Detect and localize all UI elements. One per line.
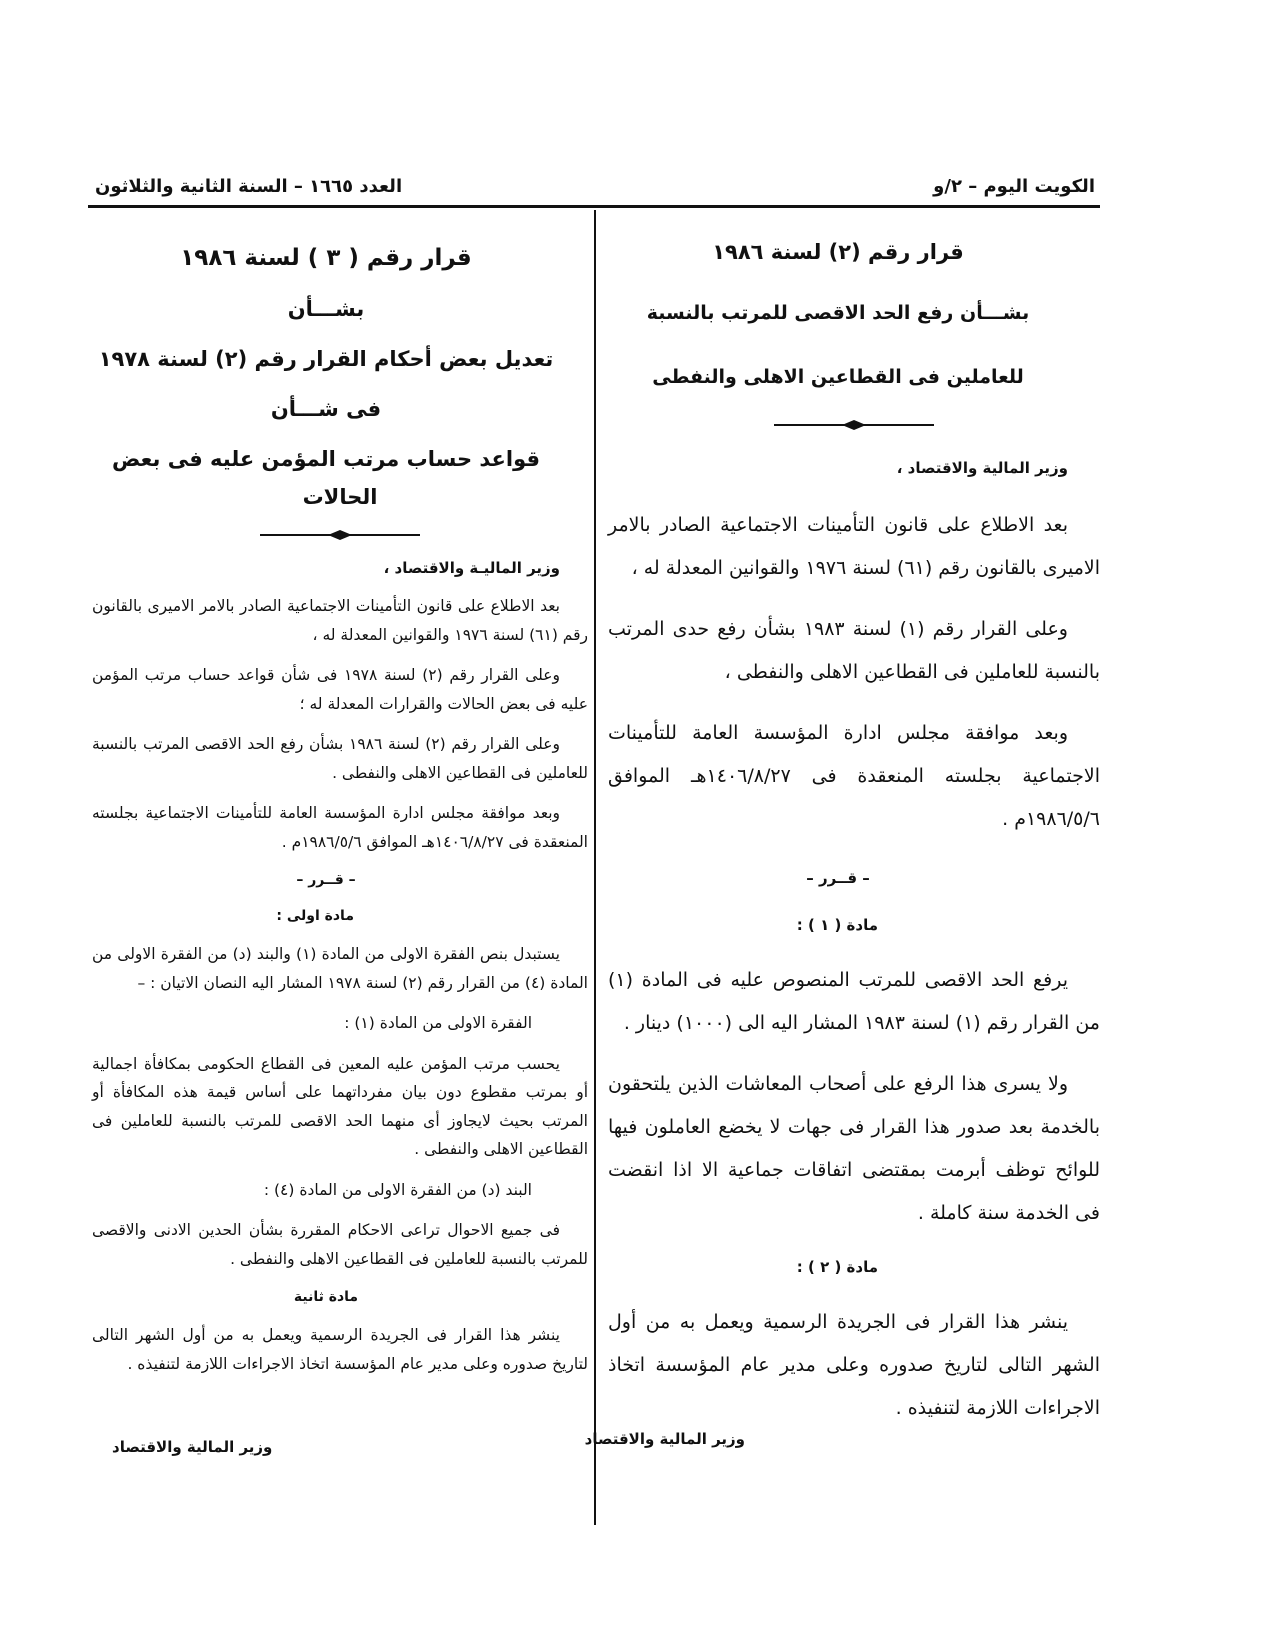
decides-heading: – قــرر – [296, 872, 356, 888]
article-paragraph: ولا يسرى هذا الرفع على أصحاب المعاشات الذين يلتحقون بالخدمة بعد صدور هذا القرار فى جهات لا يخضع العاملون فيها للوائح توظف أبرمت بمقتضى اتفاقات جماعية الا اذا انقضت فى الخدمة سنة كاملة . [608, 1073, 1100, 1224]
decision-3-regarding: فى شـــأن [270, 397, 382, 421]
ornament-divider-icon [92, 528, 588, 542]
preamble-paragraph: وعلى القرار رقم (٢) لسنة ١٩٨٦ بشأن رفع الحد الاقصى المرتب بالنسبة للعاملين فى القطاعين الاهلى والنفطى . [92, 735, 588, 782]
minister-signature: وزير المالية والاقتصاد [112, 1438, 273, 1456]
preamble-paragraph: وبعد موافقة مجلس ادارة المؤسسة العامة للتأمينات الاجتماعية بجلسته المنعقدة فى ١٤٠٦/٨/٢٧هـ الموافق ١٩٨٦/٥/٦م . [608, 722, 1100, 830]
gazette-header-issue: العدد ١٦٦٥ – السنة الثانية والثلاثون [95, 176, 403, 197]
article-paragraph: يستبدل بنص الفقرة الاولى من المادة (١) والبند (د) من الفقرة الاولى من المادة (٤) من القرار رقم (٢) لسنة ١٩٧٨ المشار اليه النصان الاتيان : – [92, 945, 588, 992]
preamble-paragraph: وبعد موافقة مجلس ادارة المؤسسة العامة للتأمينات الاجتماعية بجلسته المنعقدة فى ١٤٠٦/٨/٢٧هـ الموافق ١٩٨٦/٥/٦م . [92, 804, 588, 851]
article-2-heading: مادة ثانية [293, 1289, 359, 1305]
gazette-header-title: الكويت اليوم – ٢/و [933, 176, 1095, 197]
amended-clause-heading: البند (د) من الفقرة الاولى من المادة (٤) : [263, 1180, 532, 1199]
article-1-heading: مادة اولى : [276, 908, 354, 924]
preamble-paragraph: وعلى القرار رقم (١) لسنة ١٩٨٣ بشأن رفع حدى المرتب بالنسبة للعاملين فى القطاعين الاهلى والنفطى ، [608, 618, 1100, 683]
article-paragraph: ينشر هذا القرار فى الجريدة الرسمية ويعمل به من أول الشهر التالى لتاريخ صدوره وعلى مدير عام المؤسسة اتخاذ الاجراءات اللازمة لتنفيذه . [92, 1326, 588, 1373]
article-2-heading: مادة ( ٢ ) : [796, 1258, 878, 1276]
preamble-paragraph: وعلى القرار رقم (٢) لسنة ١٩٧٨ فى شأن قواعد حساب مرتب المؤمن عليه فى بعض الحالات والقرارات المعدلة له ؛ [92, 666, 588, 713]
decision-3-subject-detail: قواعد حساب مرتب المؤمن عليه فى بعض الحالات [112, 447, 540, 509]
header-divider [88, 205, 1100, 208]
decides-heading: – قــرر – [806, 869, 870, 887]
preamble-paragraph: بعد الاطلاع على قانون التأمينات الاجتماعية الصادر بالامر الاميرى بالقانون رقم (٦١) لسنة ١٩٧٦ والقوانين المعدلة له ، [92, 597, 588, 644]
ornament-divider-icon [608, 418, 1100, 432]
decision-2-subject-line-1: بشـــأن رفع الحد الاقصى للمرتب بالنسبة [646, 302, 1030, 324]
decision-2-column [608, 232, 1100, 1448]
decision-3-concerning: بشـــأن [287, 297, 365, 321]
minister-heading: وزير الماليـة والاقتصاد ، [383, 559, 560, 577]
article-paragraph: فى جميع الاحوال تراعى الاحكام المقررة بشأن الحدين الادنى والاقصى للمرتب بالنسبة للعاملين فى القطاعين الاهلى والنفطى . [92, 1221, 588, 1268]
article-paragraph: ينشر هذا القرار فى الجريدة الرسمية ويعمل به من أول الشهر التالى لتاريخ صدوره وعلى مدير عام المؤسسة اتخاذ الاجراءات اللازمة لتنفيذه . [608, 1311, 1100, 1419]
decision-2-subject-line-2: للعاملين فى القطاعين الاهلى والنفطى [652, 366, 1024, 388]
decision-3-column [92, 238, 588, 1390]
article-paragraph: يحسب مرتب المؤمن عليه المعين فى القطاع الحكومى بمكافأة اجمالية أو بمرتب مقطوع دون بيان مفرداتهما على أساس قيمة هذه المكافأة أو المرتب بحيث لايجاوز أى منهما الحد الاقصى للمرتب بالنسبة للعاملين فى القطاعين الاهلى والنفطى . [92, 1054, 588, 1158]
decision-3-subject: تعديل بعض أحكام القرار رقم (٢) لسنة ١٩٧٨ [98, 347, 554, 371]
decision-2-title: قرار رقم (٢) لسنة ١٩٨٦ [712, 240, 964, 264]
minister-heading: وزير المالية والاقتصاد ، [896, 459, 1068, 477]
article-paragraph: يرفع الحد الاقصى للمرتب المنصوص عليه فى المادة (١) من القرار رقم (١) لسنة ١٩٨٣ المشار اليه الى (١٠٠٠) دينار . [608, 969, 1100, 1034]
minister-signature: وزير المالية والاقتصاد [584, 1430, 745, 1448]
amended-clause-heading: الفقرة الاولى من المادة (١) : [344, 1014, 532, 1032]
preamble-paragraph: بعد الاطلاع على قانون التأمينات الاجتماعية الصادر بالامر الاميرى بالقانون رقم (٦١) لسنة ١٩٧٦ والقوانين المعدلة له ، [608, 514, 1100, 579]
decision-3-title: قرار رقم ( ٣ ) لسنة ١٩٨٦ [180, 245, 472, 271]
article-1-heading: مادة ( ١ ) : [796, 916, 878, 934]
column-divider [594, 210, 596, 1525]
